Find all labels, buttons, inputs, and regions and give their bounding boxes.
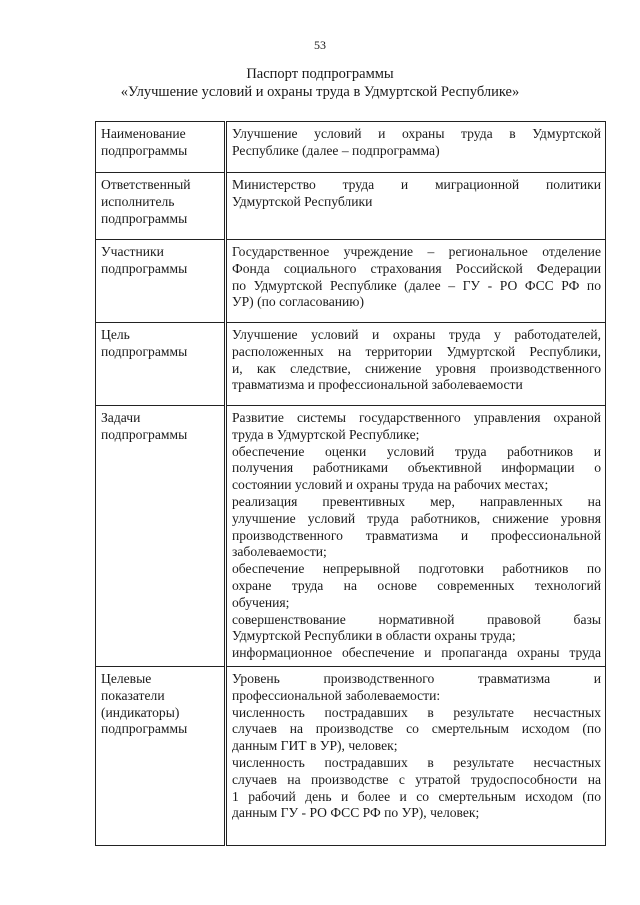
row-value-line: Уровень производственного травматизма и <box>232 671 601 686</box>
row-label-line: Целевые <box>101 671 152 686</box>
row-label-line: (индикаторы) <box>101 704 180 720</box>
row-value-line: реализация превентивных мер, направленных на <box>232 493 601 509</box>
row-value-line: Удмуртской Республики <box>232 193 373 209</box>
row-value-cell <box>226 173 606 240</box>
row-value-line: производственного травматизма и профессиональной <box>232 527 601 543</box>
row-value-line: получения работниками объективной информации о <box>232 460 601 476</box>
row-label-line: подпрограммы <box>101 210 188 226</box>
row-value-line: информационное обеспечение и пропаганда охраны труда <box>232 645 601 661</box>
title-line-1: Паспорт подпрограммы <box>246 66 394 82</box>
row-value-line: Республике (далее – подпрограмма) <box>232 142 440 158</box>
row-value-cell <box>226 240 606 323</box>
row-value-line: обеспечение оценки условий труда работников и <box>232 443 601 459</box>
row-value-cell <box>226 667 606 846</box>
row-value-line: обеспечение непрерывной подготовки работников по <box>232 561 601 577</box>
passport-row-participants <box>96 240 606 323</box>
row-value-line: улучшение условий труда работников, снижение уровня <box>232 510 601 526</box>
row-label-line: подпрограммы <box>101 721 188 737</box>
row-value-line: случаев на производстве со смертельным исходом (по <box>232 721 601 737</box>
row-value-line: обучения; <box>232 594 290 610</box>
row-label-line: подпрограммы <box>101 260 188 276</box>
row-value-line: по Удмуртской Республике (далее – ГУ - РО ФСС РФ по <box>232 277 601 293</box>
row-label-line: Задачи <box>101 410 141 425</box>
row-label-line: Ответственный <box>101 177 191 192</box>
title-line-2: «Улучшение условий и охраны труда в Удмуртской Республике» <box>120 84 520 100</box>
row-label-line: Цель <box>101 327 130 342</box>
row-label-cell <box>96 323 226 406</box>
row-value-line: Улучшение условий и охраны труда в Удмуртской <box>232 126 601 141</box>
row-value-cell <box>226 406 606 667</box>
row-value-line: Министерство труда и миграционной политики <box>232 177 601 192</box>
row-value-line: случаев на производстве с утратой трудоспособности на <box>232 771 601 787</box>
document-title <box>0 65 640 101</box>
row-value-line: и, как следствие, снижение уровня производственного <box>232 360 601 376</box>
passport-row-goal <box>96 323 606 406</box>
row-value-line: Фонда социального страхования Российской Федерации <box>232 260 601 276</box>
row-value-line: Улучшение условий и охраны труда у работодателей, <box>232 327 601 342</box>
row-value-line: совершенствование нормативной правовой базы <box>232 611 601 627</box>
row-value-line: заболеваемости; <box>232 544 327 560</box>
row-value-cell <box>226 323 606 406</box>
row-label-cell <box>96 406 226 667</box>
row-value-line: данным ГИТ в УР), человек; <box>232 738 398 754</box>
row-label-line: Участники <box>101 244 164 259</box>
row-value-line: численность пострадавших в результате несчастных <box>232 754 601 770</box>
row-value-line: травматизма и профессиональной заболеваемости <box>232 377 523 393</box>
row-value-line: численность пострадавших в результате несчастных <box>232 704 601 720</box>
row-label-line: Наименование <box>101 126 186 141</box>
passport-row-target-indicators <box>96 667 606 846</box>
passport-row-subprogram-name <box>96 122 606 173</box>
row-value-line: состоянии условий и охраны труда на рабочих местах; <box>232 477 549 493</box>
page-number: 53 <box>314 38 326 52</box>
row-value-line: Удмуртской Республики в области охраны труда; <box>232 628 516 644</box>
row-value-line: УР) (по согласованию) <box>232 294 364 310</box>
row-label-cell <box>96 240 226 323</box>
row-label-line: подпрограммы <box>101 343 188 359</box>
row-label-line: подпрограммы <box>101 426 188 442</box>
row-value-line: охране труда на основе современных технологий <box>232 577 601 593</box>
passport-table-body <box>96 122 606 846</box>
row-value-cell <box>226 122 606 173</box>
passport-row-responsible-executor <box>96 173 606 240</box>
row-label-line: подпрограммы <box>101 142 188 158</box>
row-label-cell <box>96 122 226 173</box>
row-value-line: данным ГУ - РО ФСС РФ по УР), человек; <box>232 805 480 821</box>
row-value-line: профессиональной заболеваемости: <box>232 687 441 703</box>
row-value-line: труда в Удмуртской Республике; <box>232 426 420 442</box>
row-label-cell <box>96 667 226 846</box>
row-value-line: 1 рабочий день и более и со смертельным исходом (по <box>232 788 601 804</box>
row-value-line: расположенных на территории Удмуртской Республики, <box>232 343 601 359</box>
passport-row-tasks <box>96 406 606 667</box>
row-value-line: Государственное учреждение – региональное отделение <box>232 244 601 259</box>
row-label-line: исполнитель <box>101 193 175 209</box>
passport-table <box>95 121 606 846</box>
row-value-line: Развитие системы государственного управления охраной <box>232 410 601 425</box>
row-label-line: показатели <box>101 687 165 703</box>
row-label-cell <box>96 173 226 240</box>
